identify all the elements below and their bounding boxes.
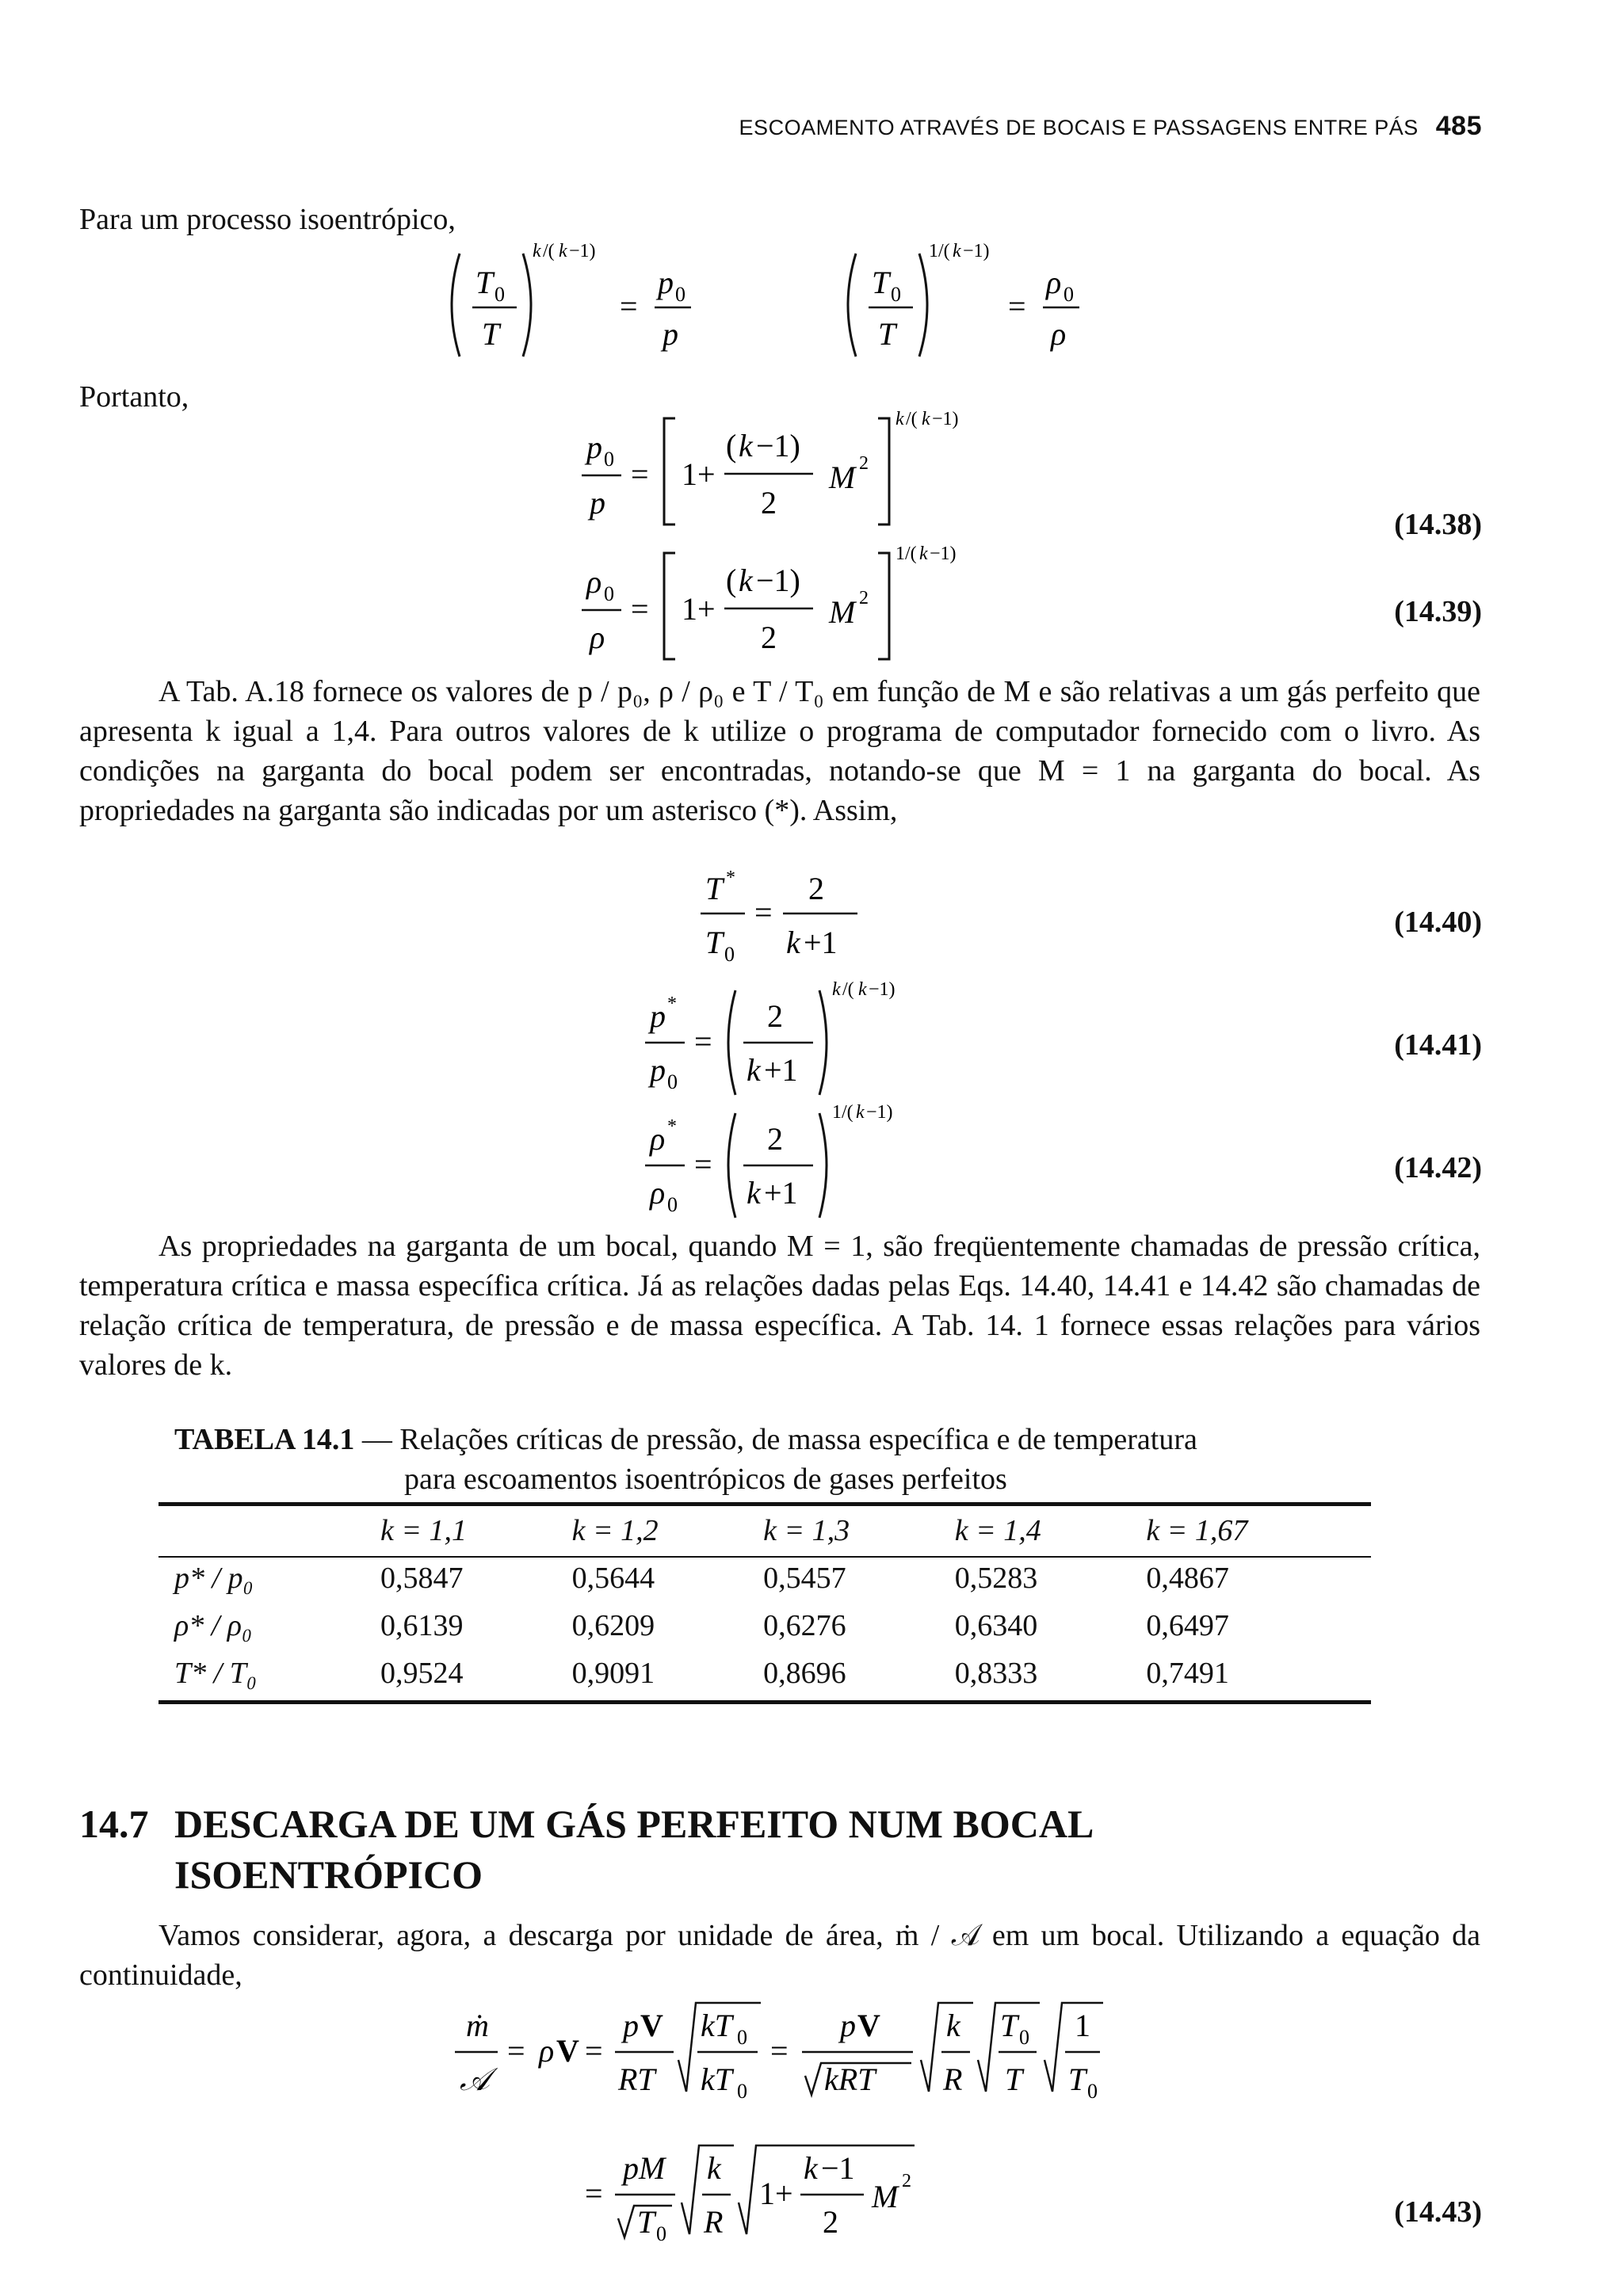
- svg-text:2: 2: [767, 1121, 783, 1157]
- table-cell: 0,4867: [1146, 1562, 1229, 1595]
- table-cell: 0,5644: [571, 1562, 655, 1595]
- svg-text:1/(: 1/(: [832, 1102, 854, 1123]
- section-title-line2: ISOENTRÓPICO: [174, 1852, 483, 1897]
- svg-text:/(: /(: [906, 409, 918, 429]
- svg-text:k: k: [922, 409, 930, 429]
- svg-text:T: T: [705, 871, 724, 906]
- svg-text:p: p: [658, 265, 674, 300]
- svg-text:−1): −1): [930, 543, 957, 564]
- svg-text:V: V: [556, 2033, 579, 2069]
- table-cell: 0,9524: [380, 1657, 464, 1690]
- table-row: [158, 1554, 1371, 1602]
- svg-text:p: p: [663, 316, 678, 352]
- equation-14-41: [634, 974, 935, 1101]
- svg-text:M: M: [829, 594, 856, 630]
- svg-text:ρ: ρ: [650, 1175, 666, 1211]
- svg-text:k: k: [896, 409, 904, 429]
- table-header-row: [158, 1507, 1371, 1554]
- eq-number-14-40: (14.40): [1394, 906, 1482, 939]
- svg-text:0: 0: [667, 1070, 678, 1093]
- svg-text:T: T: [1000, 2008, 1018, 2043]
- svg-text:ρ: ρ: [586, 564, 602, 600]
- table-bottom-rule: [158, 1700, 1371, 1704]
- running-header: [610, 111, 1482, 151]
- svg-text:p: p: [623, 2008, 639, 2043]
- svg-text:k: k: [707, 2150, 721, 2186]
- svg-text:k: k: [533, 241, 541, 261]
- svg-text:2: 2: [767, 998, 783, 1034]
- equation-14-43: [444, 1997, 1189, 2290]
- paragraph-3-text: Vamos considerar, agora, a descarga por unidade de área, ṁ / 𝒜 em um bocal. Utilizando a equação da continuidade,: [79, 1919, 1480, 1992]
- svg-text:−1): −1): [963, 241, 990, 261]
- equation-14-38: [571, 404, 1014, 531]
- svg-text:1/(: 1/(: [929, 241, 950, 261]
- svg-text:ṁ: ṁ: [466, 2008, 489, 2043]
- row-label: p* / p₀: [174, 1562, 254, 1595]
- row-label: ρ* / ρ₀: [174, 1609, 253, 1642]
- svg-text:2: 2: [823, 2204, 838, 2240]
- svg-text:−1): −1): [569, 241, 596, 261]
- svg-text:=: =: [620, 288, 638, 324]
- svg-text:=: =: [694, 1146, 712, 1182]
- svg-text:p: p: [590, 485, 605, 521]
- table-cell: 0,6276: [763, 1609, 846, 1642]
- table-cell: 0,6139: [380, 1609, 464, 1642]
- svg-text:0: 0: [737, 2080, 747, 2103]
- svg-text:1+: 1+: [682, 591, 716, 627]
- svg-text:T: T: [1005, 2061, 1023, 2097]
- svg-text:T: T: [878, 316, 896, 352]
- svg-text:kT: kT: [701, 2061, 732, 2097]
- svg-text:=: =: [585, 2033, 603, 2069]
- svg-text:=: =: [754, 894, 773, 930]
- svg-text:0: 0: [1019, 2026, 1029, 2049]
- svg-text:+1: +1: [764, 1052, 798, 1088]
- svg-text:+1: +1: [764, 1175, 798, 1211]
- table-cell: 0,6497: [1146, 1609, 1229, 1642]
- svg-text:T: T: [637, 2204, 655, 2240]
- paragraph-1-text: A Tab. A.18 fornece os valores de p / p₀, ρ / ρ₀ e T / T₀ em função de M e são relativas a um gás perfeito que apresenta k igual a 1,4. Para outros valores de k utilize o programa de computador fornecido com o livro. As condições na garganta do bocal podem ser encontradas, notando-se que M = 1 na garganta do bocal. As propriedades na garganta são indicadas por um asterisco (*). Assim,: [79, 675, 1480, 827]
- eq-number-14-42: (14.42): [1394, 1151, 1482, 1184]
- isentropic-relations: [444, 238, 1125, 364]
- intro-text: Para um processo isoentrópico,: [79, 203, 456, 236]
- svg-text:=: =: [631, 456, 649, 492]
- svg-text:0: 0: [495, 283, 505, 306]
- svg-text:(: (: [726, 428, 737, 463]
- eq-number-14-39: (14.39): [1394, 595, 1482, 628]
- svg-text:T: T: [1068, 2061, 1086, 2097]
- equation-14-42: [634, 1097, 935, 1224]
- svg-text:=: =: [585, 2176, 603, 2211]
- svg-text:1+: 1+: [682, 456, 716, 492]
- svg-text:*: *: [667, 994, 677, 1014]
- svg-text:k: k: [832, 979, 841, 1000]
- svg-text:k: k: [856, 1102, 865, 1123]
- svg-text:0: 0: [891, 283, 901, 306]
- table-header-cell: k = 1,1: [380, 1514, 468, 1547]
- svg-text:−1): −1): [869, 979, 896, 1000]
- table-header-cell: [158, 1507, 380, 1554]
- svg-text:−1): −1): [756, 563, 800, 598]
- table-cell: 0,9091: [571, 1657, 655, 1690]
- svg-text:M: M: [829, 460, 856, 495]
- svg-text:=: =: [1008, 288, 1026, 324]
- svg-text:0: 0: [656, 2222, 666, 2245]
- eq-number-14-41: (14.41): [1394, 1028, 1482, 1062]
- paragraph-2: [79, 1226, 1480, 1385]
- svg-text:0: 0: [1087, 2080, 1098, 2103]
- page-number: 485: [1435, 111, 1482, 141]
- svg-text:p: p: [840, 2008, 856, 2043]
- svg-text:k: k: [747, 1175, 761, 1211]
- svg-text:k: k: [739, 563, 753, 598]
- svg-text:2: 2: [761, 485, 777, 521]
- table-cell: 0,6209: [571, 1609, 655, 1642]
- paragraph-3: [79, 1916, 1480, 1995]
- svg-text:0: 0: [737, 2026, 747, 2049]
- svg-text:1: 1: [1075, 2008, 1090, 2043]
- table-header-cell: k = 1,3: [763, 1514, 850, 1547]
- svg-text:=: =: [770, 2033, 789, 2069]
- svg-text:*: *: [726, 868, 735, 888]
- table-header-cell: k = 1,4: [954, 1514, 1041, 1547]
- svg-text:(: (: [726, 563, 737, 598]
- svg-text:=: =: [694, 1024, 712, 1059]
- svg-text:kT: kT: [701, 2008, 732, 2043]
- svg-text:k: k: [804, 2150, 818, 2186]
- svg-text:ρ: ρ: [1051, 316, 1067, 352]
- svg-text:0: 0: [724, 943, 735, 966]
- paragraph-2-text: As propriedades na garganta de um bocal, quando M = 1, são freqüentemente chamadas de pressão crítica, temperatura crítica e massa específica crítica. Já as relações dadas pelas Eqs. 14.40, 14.41 e 14.42 são chamadas de relação crítica de temperatura, de pressão e de massa específica. A Tab. 14. 1 fornece essas relações para vários valores de k.: [79, 1230, 1480, 1382]
- svg-text:p: p: [650, 1052, 666, 1088]
- svg-text:*: *: [667, 1116, 677, 1137]
- svg-text:k: k: [919, 543, 928, 564]
- table-row: [158, 1602, 1371, 1650]
- svg-text:−1): −1): [932, 409, 959, 429]
- svg-text:k: k: [953, 241, 961, 261]
- portanto-text: Portanto,: [79, 380, 189, 414]
- svg-text:+1: +1: [804, 925, 838, 960]
- critical-ratios-table: [158, 1507, 1371, 1697]
- svg-text:0: 0: [1064, 283, 1074, 306]
- svg-text:ρ: ρ: [650, 1121, 666, 1157]
- svg-text:2: 2: [808, 871, 824, 906]
- svg-text:2: 2: [902, 2171, 911, 2191]
- svg-text:/(: /(: [842, 979, 854, 1000]
- table-caption: [174, 1420, 1363, 1499]
- svg-text:k: k: [559, 241, 567, 261]
- table-cell: 0,7491: [1146, 1657, 1229, 1690]
- svg-text:−1): −1): [866, 1102, 893, 1123]
- svg-text:p: p: [586, 429, 602, 465]
- svg-text:1+: 1+: [759, 2176, 793, 2211]
- svg-text:k: k: [946, 2008, 960, 2043]
- section-title-line1: DESCARGA DE UM GÁS PERFEITO NUM BOCAL: [174, 1802, 1094, 1846]
- svg-text:k: k: [739, 428, 753, 463]
- table-cell: 0,5847: [380, 1562, 464, 1595]
- svg-text:M: M: [872, 2179, 899, 2214]
- table-header-cell: k = 1,67: [1146, 1514, 1248, 1547]
- svg-text:𝒜: 𝒜: [460, 2061, 490, 2097]
- svg-text:0: 0: [604, 582, 614, 605]
- svg-text:ρ: ρ: [539, 2033, 555, 2069]
- eq-number-14-43: (14.43): [1394, 2195, 1482, 2229]
- svg-text:1/(: 1/(: [896, 543, 917, 564]
- svg-text:k: k: [858, 979, 867, 1000]
- table-label: TABELA 14.1: [174, 1423, 355, 1456]
- table-caption-line1: — Relações críticas de pressão, de massa específica e de temperatura: [354, 1423, 1197, 1456]
- svg-text:R: R: [943, 2061, 963, 2097]
- svg-text:R: R: [704, 2204, 724, 2240]
- svg-text:pM: pM: [623, 2150, 666, 2186]
- svg-text:T: T: [475, 265, 494, 300]
- equation-14-39: [571, 539, 1014, 666]
- table-cell: 0,8696: [763, 1657, 846, 1690]
- svg-text:0: 0: [667, 1193, 678, 1216]
- section-number: 14.7: [79, 1802, 149, 1846]
- svg-text:p: p: [650, 998, 666, 1034]
- svg-text:kRT: kRT: [824, 2061, 876, 2097]
- svg-text:=: =: [631, 591, 649, 627]
- table-caption-line2: para escoamentos isoentrópicos de gases perfeitos: [404, 1463, 1007, 1496]
- table-top-rule: [158, 1502, 1371, 1506]
- row-label: T* / T₀: [174, 1657, 258, 1690]
- svg-text:2: 2: [761, 620, 777, 655]
- svg-text:T: T: [705, 925, 724, 960]
- table-cell: 0,8333: [954, 1657, 1038, 1690]
- svg-text:=: =: [507, 2033, 525, 2069]
- svg-text:V: V: [857, 2008, 880, 2043]
- svg-text:2: 2: [859, 588, 869, 608]
- svg-text:T: T: [482, 316, 500, 352]
- svg-text:k: k: [786, 925, 800, 960]
- svg-text:/(: /(: [543, 241, 555, 261]
- table-row: [158, 1650, 1371, 1697]
- svg-text:V: V: [640, 2008, 663, 2043]
- svg-text:−1: −1: [821, 2150, 855, 2186]
- equation-14-40: [689, 860, 896, 971]
- table-header-cell: k = 1,2: [571, 1514, 659, 1547]
- svg-text:ρ: ρ: [1046, 265, 1062, 300]
- paragraph-1: [79, 672, 1480, 830]
- svg-text:2: 2: [859, 453, 869, 474]
- svg-text:k: k: [747, 1052, 761, 1088]
- svg-text:ρ: ρ: [590, 620, 605, 655]
- table-cell: 0,5457: [763, 1562, 846, 1595]
- table-cell: 0,5283: [954, 1562, 1038, 1595]
- svg-text:T: T: [872, 265, 890, 300]
- table-cell: 0,6340: [954, 1609, 1038, 1642]
- svg-text:−1): −1): [756, 428, 800, 463]
- section-heading: [79, 1798, 1474, 1900]
- running-title: ESCOAMENTO ATRAVÉS DE BOCAIS E PASSAGENS ENTRE PÁS: [739, 116, 1419, 139]
- svg-text:0: 0: [675, 283, 685, 306]
- svg-text:RT: RT: [618, 2061, 655, 2097]
- svg-text:0: 0: [604, 448, 614, 471]
- eq-number-14-38: (14.38): [1394, 508, 1482, 541]
